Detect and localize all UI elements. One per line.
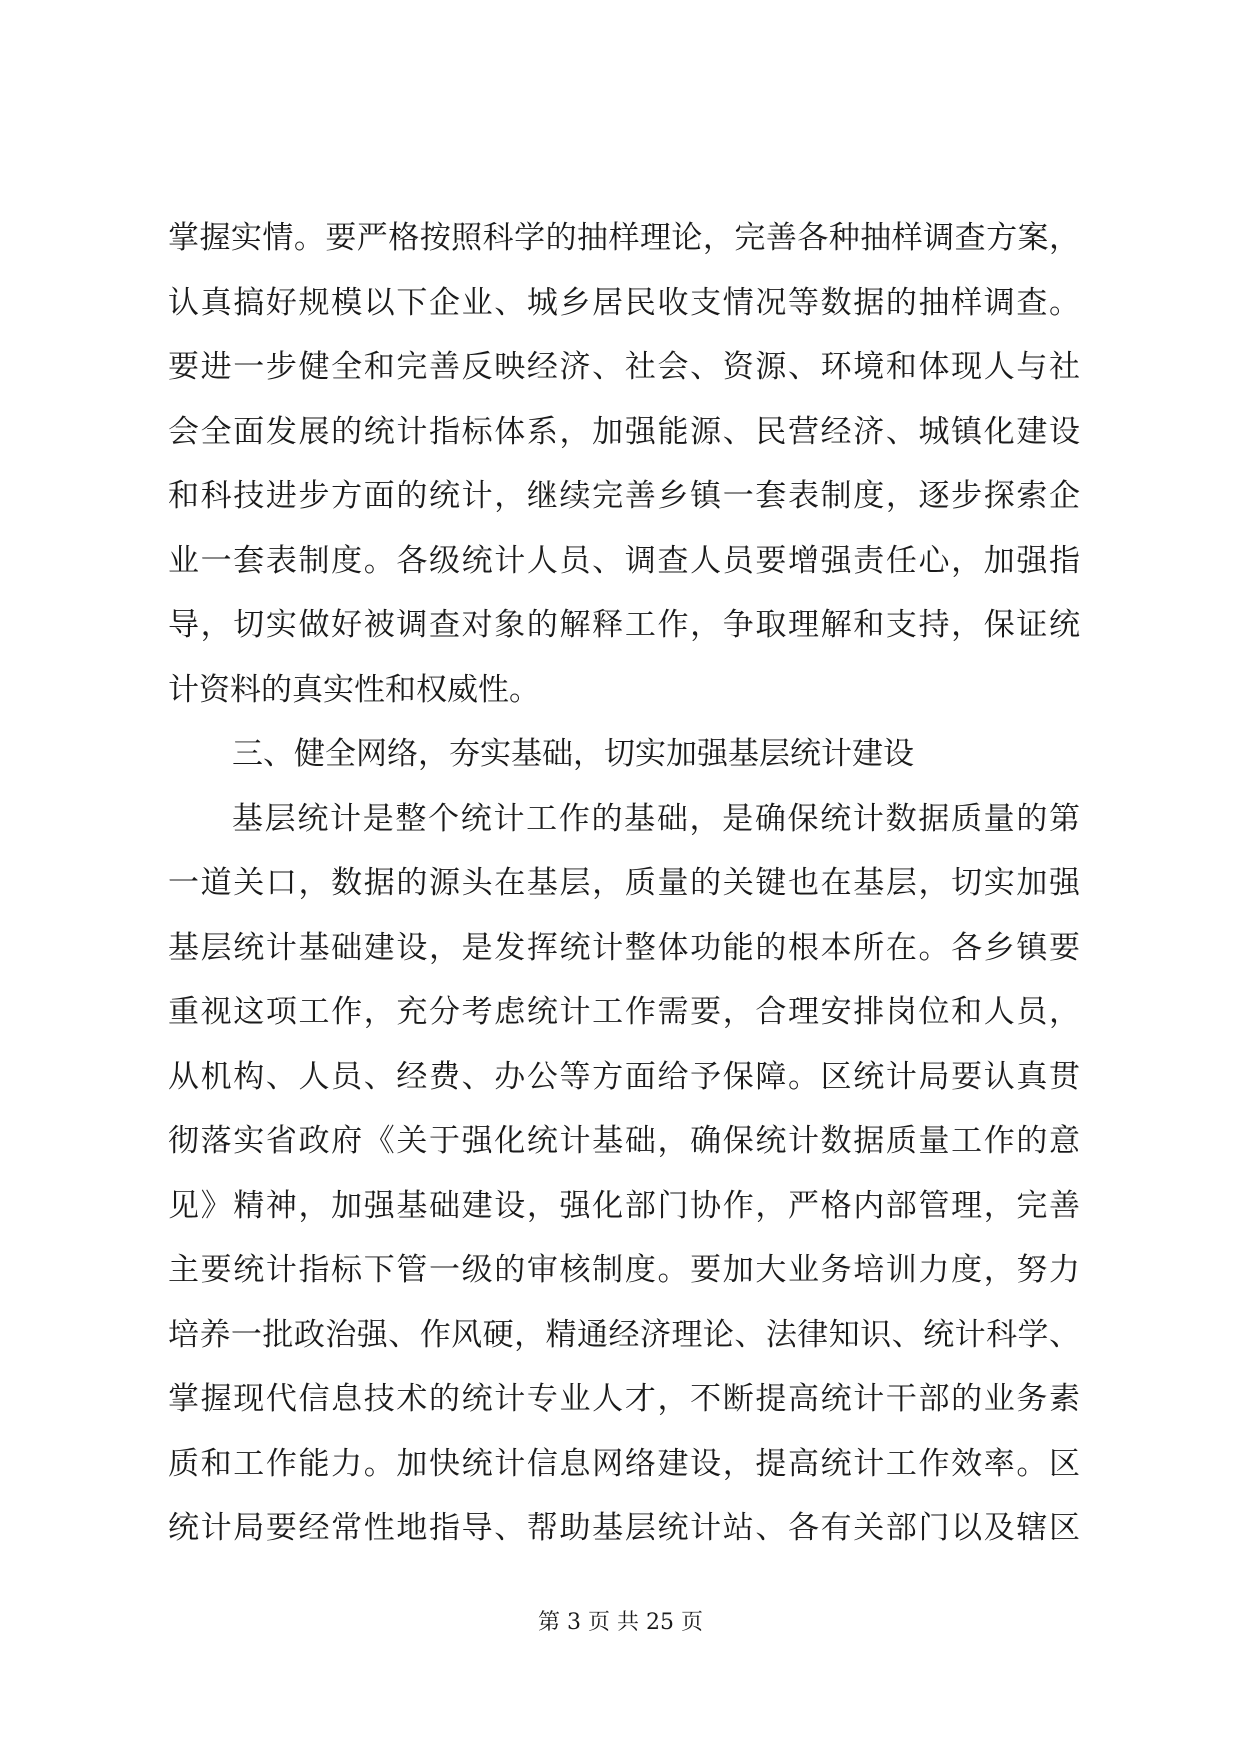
text-line: 彻落实省政府《关于强化统计基础，确保统计数据质量工作的意: [168, 1123, 1080, 1159]
body-text: [168, 206, 1080, 1561]
text-line: 基层统计是整个统计工作的基础，是确保统计数据质量的第: [232, 800, 1080, 837]
text-line: 主要统计指标下管一级的审核制度。要加大业务培训力度，努力: [168, 1252, 1080, 1288]
text-line: 掌握实情。要严格按照科学的抽样理论，完善各种抽样调查方案，: [168, 220, 1080, 256]
text-line: 一道关口，数据的源头在基层，质量的关键也在基层，切实加强: [168, 865, 1080, 901]
text-line: 从机构、人员、经费、办公等方面给予保障。区统计局要认真贯: [168, 1058, 1080, 1095]
text-line: 重视这项工作，充分考虑统计工作需要，合理安排岗位和人员，: [168, 994, 1080, 1030]
text-line: 基层统计基础建设，是发挥统计整体功能的根本所在。各乡镇要: [168, 929, 1080, 966]
section-heading: 三、健全网络，夯实基础，切实加强基层统计建设: [232, 736, 914, 772]
page-footer: 第 3 页 共 25 页: [538, 1610, 703, 1635]
text-line: 培养一批政治强、作风硬，精通经济理论、法律知识、统计科学、: [168, 1316, 1080, 1353]
text-line: 会全面发展的统计指标体系，加强能源、民营经济、城镇化建设: [168, 413, 1080, 450]
text-line: 认真搞好规模以下企业、城乡居民收支情况等数据的抽样调查。: [168, 284, 1080, 321]
text-line: 和科技进步方面的统计，继续完善乡镇一套表制度，逐步探索企: [168, 478, 1080, 514]
text-line: 业一套表制度。各级统计人员、调查人员要增强责任心，加强指: [168, 542, 1080, 579]
text-line: 统计局要经常性地指导、帮助基层统计站、各有关部门以及辖区: [168, 1510, 1080, 1546]
text-line: 质和工作能力。加快统计信息网络建设，提高统计工作效率。区: [168, 1445, 1080, 1482]
text-line: 见》精神，加强基础建设，强化部门协作，严格内部管理，完善: [168, 1187, 1080, 1224]
text-line: 导，切实做好被调查对象的解释工作，争取理解和支持，保证统: [168, 607, 1080, 643]
text-line: 计资料的真实性和权威性。: [168, 671, 540, 708]
text-line: 掌握现代信息技术的统计专业人才，不断提高统计干部的业务素: [168, 1381, 1080, 1417]
text-line: 要进一步健全和完善反映经济、社会、资源、环境和体现人与社: [168, 349, 1080, 385]
